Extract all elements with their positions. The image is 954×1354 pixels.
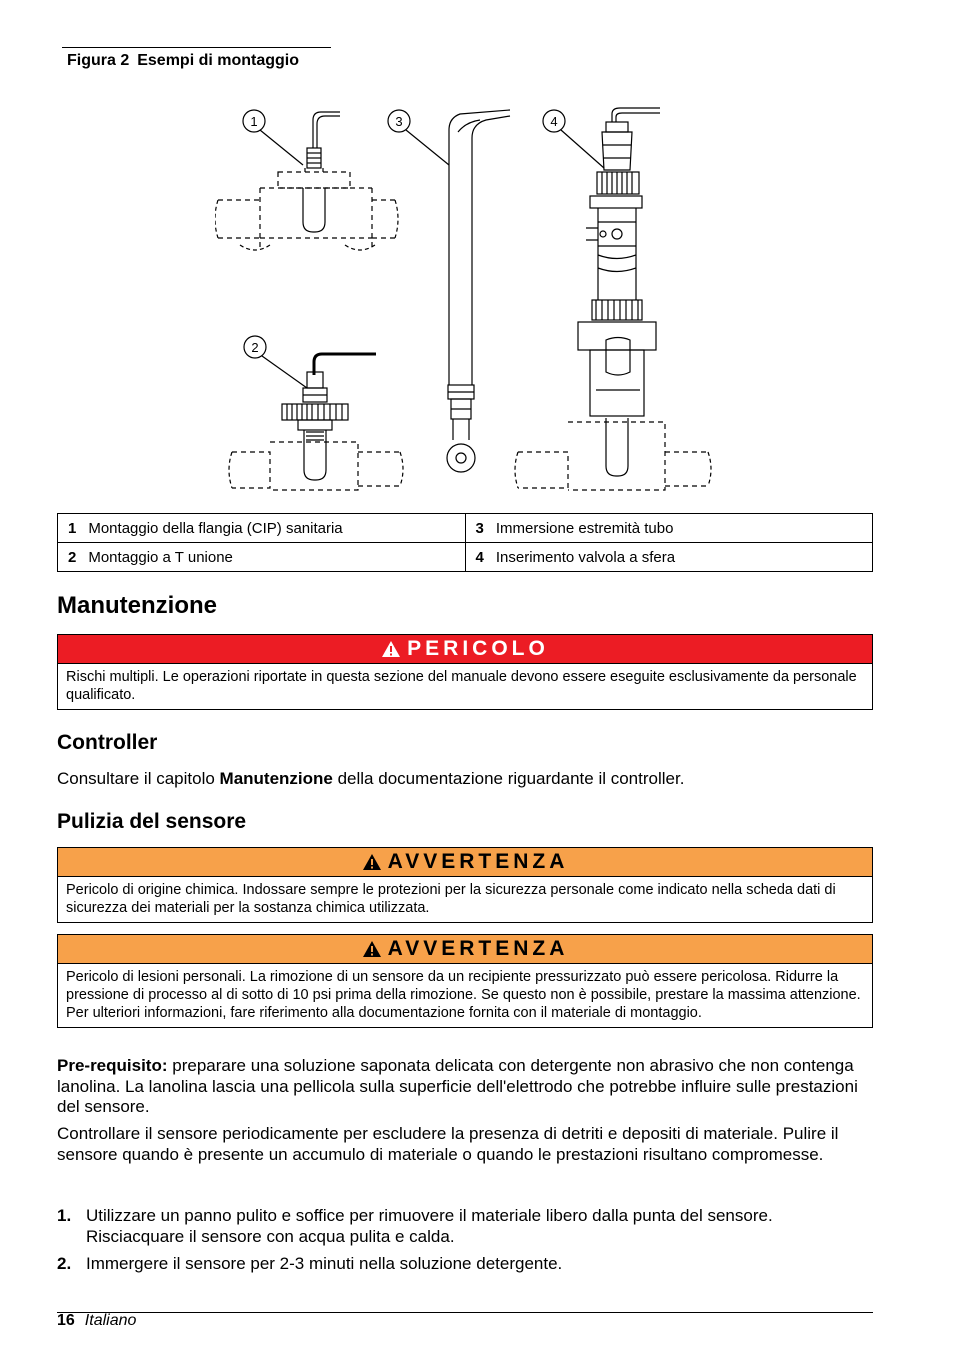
table-row bbox=[58, 543, 873, 572]
warning-triangle-icon bbox=[362, 853, 382, 871]
controller-text-before: Consultare il capitolo bbox=[57, 769, 220, 788]
warning-label: AVVERTENZA bbox=[387, 937, 569, 960]
legend-number: 4 bbox=[475, 548, 484, 566]
list-item bbox=[57, 1206, 873, 1247]
footer-language: Italiano bbox=[84, 1312, 137, 1329]
danger-label: PERICOLO bbox=[407, 637, 549, 660]
pipe-end-immersion-drawing bbox=[388, 110, 510, 472]
warning-box-pressure bbox=[57, 934, 873, 1028]
controller-paragraph bbox=[57, 769, 873, 790]
callout-3: 3 bbox=[395, 114, 403, 129]
cleaning-steps bbox=[57, 1206, 873, 1282]
warning-triangle-icon bbox=[362, 940, 382, 958]
cleaning-heading: Pulizia del sensore bbox=[57, 810, 247, 833]
ball-valve-insertion-drawing bbox=[515, 108, 711, 490]
union-tee-mount-drawing bbox=[229, 336, 403, 490]
footer-rule bbox=[57, 1312, 873, 1313]
warning-text: Pericolo di origine chimica. Indossare sempre le protezioni per la sicurezza personale come indicato nella scheda dati di sicurezza dei materiali per la sostanza chimica utilizzata. bbox=[66, 882, 836, 916]
legend-text: Montaggio della flangia (CIP) sanitaria bbox=[88, 519, 343, 537]
warning-header bbox=[58, 935, 872, 964]
section-title: Manutenzione bbox=[57, 592, 217, 619]
warning-triangle-icon bbox=[381, 640, 401, 658]
warning-header bbox=[58, 848, 872, 877]
figure-rule bbox=[62, 47, 331, 48]
legend-text: Inserimento valvola a sfera bbox=[495, 548, 676, 566]
page-number: 16 bbox=[57, 1312, 75, 1329]
figure-legend-table bbox=[57, 513, 873, 572]
prerequisite-paragraph bbox=[57, 1056, 873, 1118]
controller-heading: Controller bbox=[57, 731, 158, 754]
legend-number: 1 bbox=[68, 519, 77, 537]
warning-label: AVVERTENZA bbox=[387, 850, 569, 873]
callout-1: 1 bbox=[250, 114, 258, 129]
step-number: 2. bbox=[57, 1254, 72, 1273]
figure-caption bbox=[67, 52, 299, 70]
legend-cell bbox=[58, 514, 466, 543]
callout-4: 4 bbox=[550, 114, 558, 129]
legend-cell bbox=[58, 543, 466, 572]
danger-header bbox=[58, 635, 872, 664]
list-item bbox=[57, 1254, 873, 1275]
controller-text-after: della documentazione riguardante il controller. bbox=[332, 769, 685, 788]
controller-text-bold: Manutenzione bbox=[219, 769, 333, 788]
warning-text: Pericolo di lesioni personali. La rimozione di un sensore da un recipiente pressurizzato può essere pericolosa. Ridurre la pressione di processo al di sotto di 10 psi prima della rimozione. Se questo non è possibile, prestare la massima attenzione. Per ulteriori informazioni, fare riferimento alla documentazione fornita con il materiale di montaggio. bbox=[66, 969, 861, 1021]
prerequisite-label: Pre-requisito: bbox=[57, 1056, 168, 1075]
step-text: Utilizzare un panno pulito e soffice per rimuovere il materiale libero dalla punta del sensore. Risciacquare il sensore con acqua pulita e calda. bbox=[86, 1206, 773, 1246]
step-text: Immergere il sensore per 2-3 minuti nella soluzione detergente. bbox=[86, 1254, 563, 1273]
warning-box-chemical bbox=[57, 847, 873, 923]
page-footer bbox=[57, 1312, 136, 1330]
legend-number: 3 bbox=[475, 519, 484, 537]
mounting-examples-illustration bbox=[215, 100, 715, 500]
callout-2: 2 bbox=[251, 340, 259, 355]
sanitary-flange-mount-drawing bbox=[215, 110, 398, 250]
danger-text: Rischi multipli. Le operazioni riportate in questa sezione del manuale devono essere eseguite esclusivamente da personale qualificato. bbox=[66, 669, 857, 703]
prerequisite-text: preparare una soluzione saponata delicata con detergente non abrasivo che non contenga lanolina. La lanolina lascia una pellicola sulla superficie dell'elettrodo che potrebbe influire sulle prestazioni del sensore. bbox=[57, 1056, 858, 1116]
legend-text: Immersione estremità tubo bbox=[495, 519, 674, 537]
figure-number: Figura 2 bbox=[67, 52, 130, 69]
danger-box bbox=[57, 634, 873, 710]
legend-number: 2 bbox=[68, 548, 77, 566]
legend-cell bbox=[465, 543, 873, 572]
figure-title: Esempi di montaggio bbox=[137, 52, 300, 69]
inspection-paragraph: Controllare il sensore periodicamente per escludere la presenza di detriti e depositi di materiale. Pulire il sensore quando è presente un accumulo di materiale o quando le prestazioni risultano compromesse. bbox=[57, 1124, 839, 1164]
legend-cell bbox=[465, 514, 873, 543]
step-number: 1. bbox=[57, 1206, 72, 1225]
legend-text: Montaggio a T unione bbox=[88, 548, 233, 566]
table-row bbox=[58, 514, 873, 543]
